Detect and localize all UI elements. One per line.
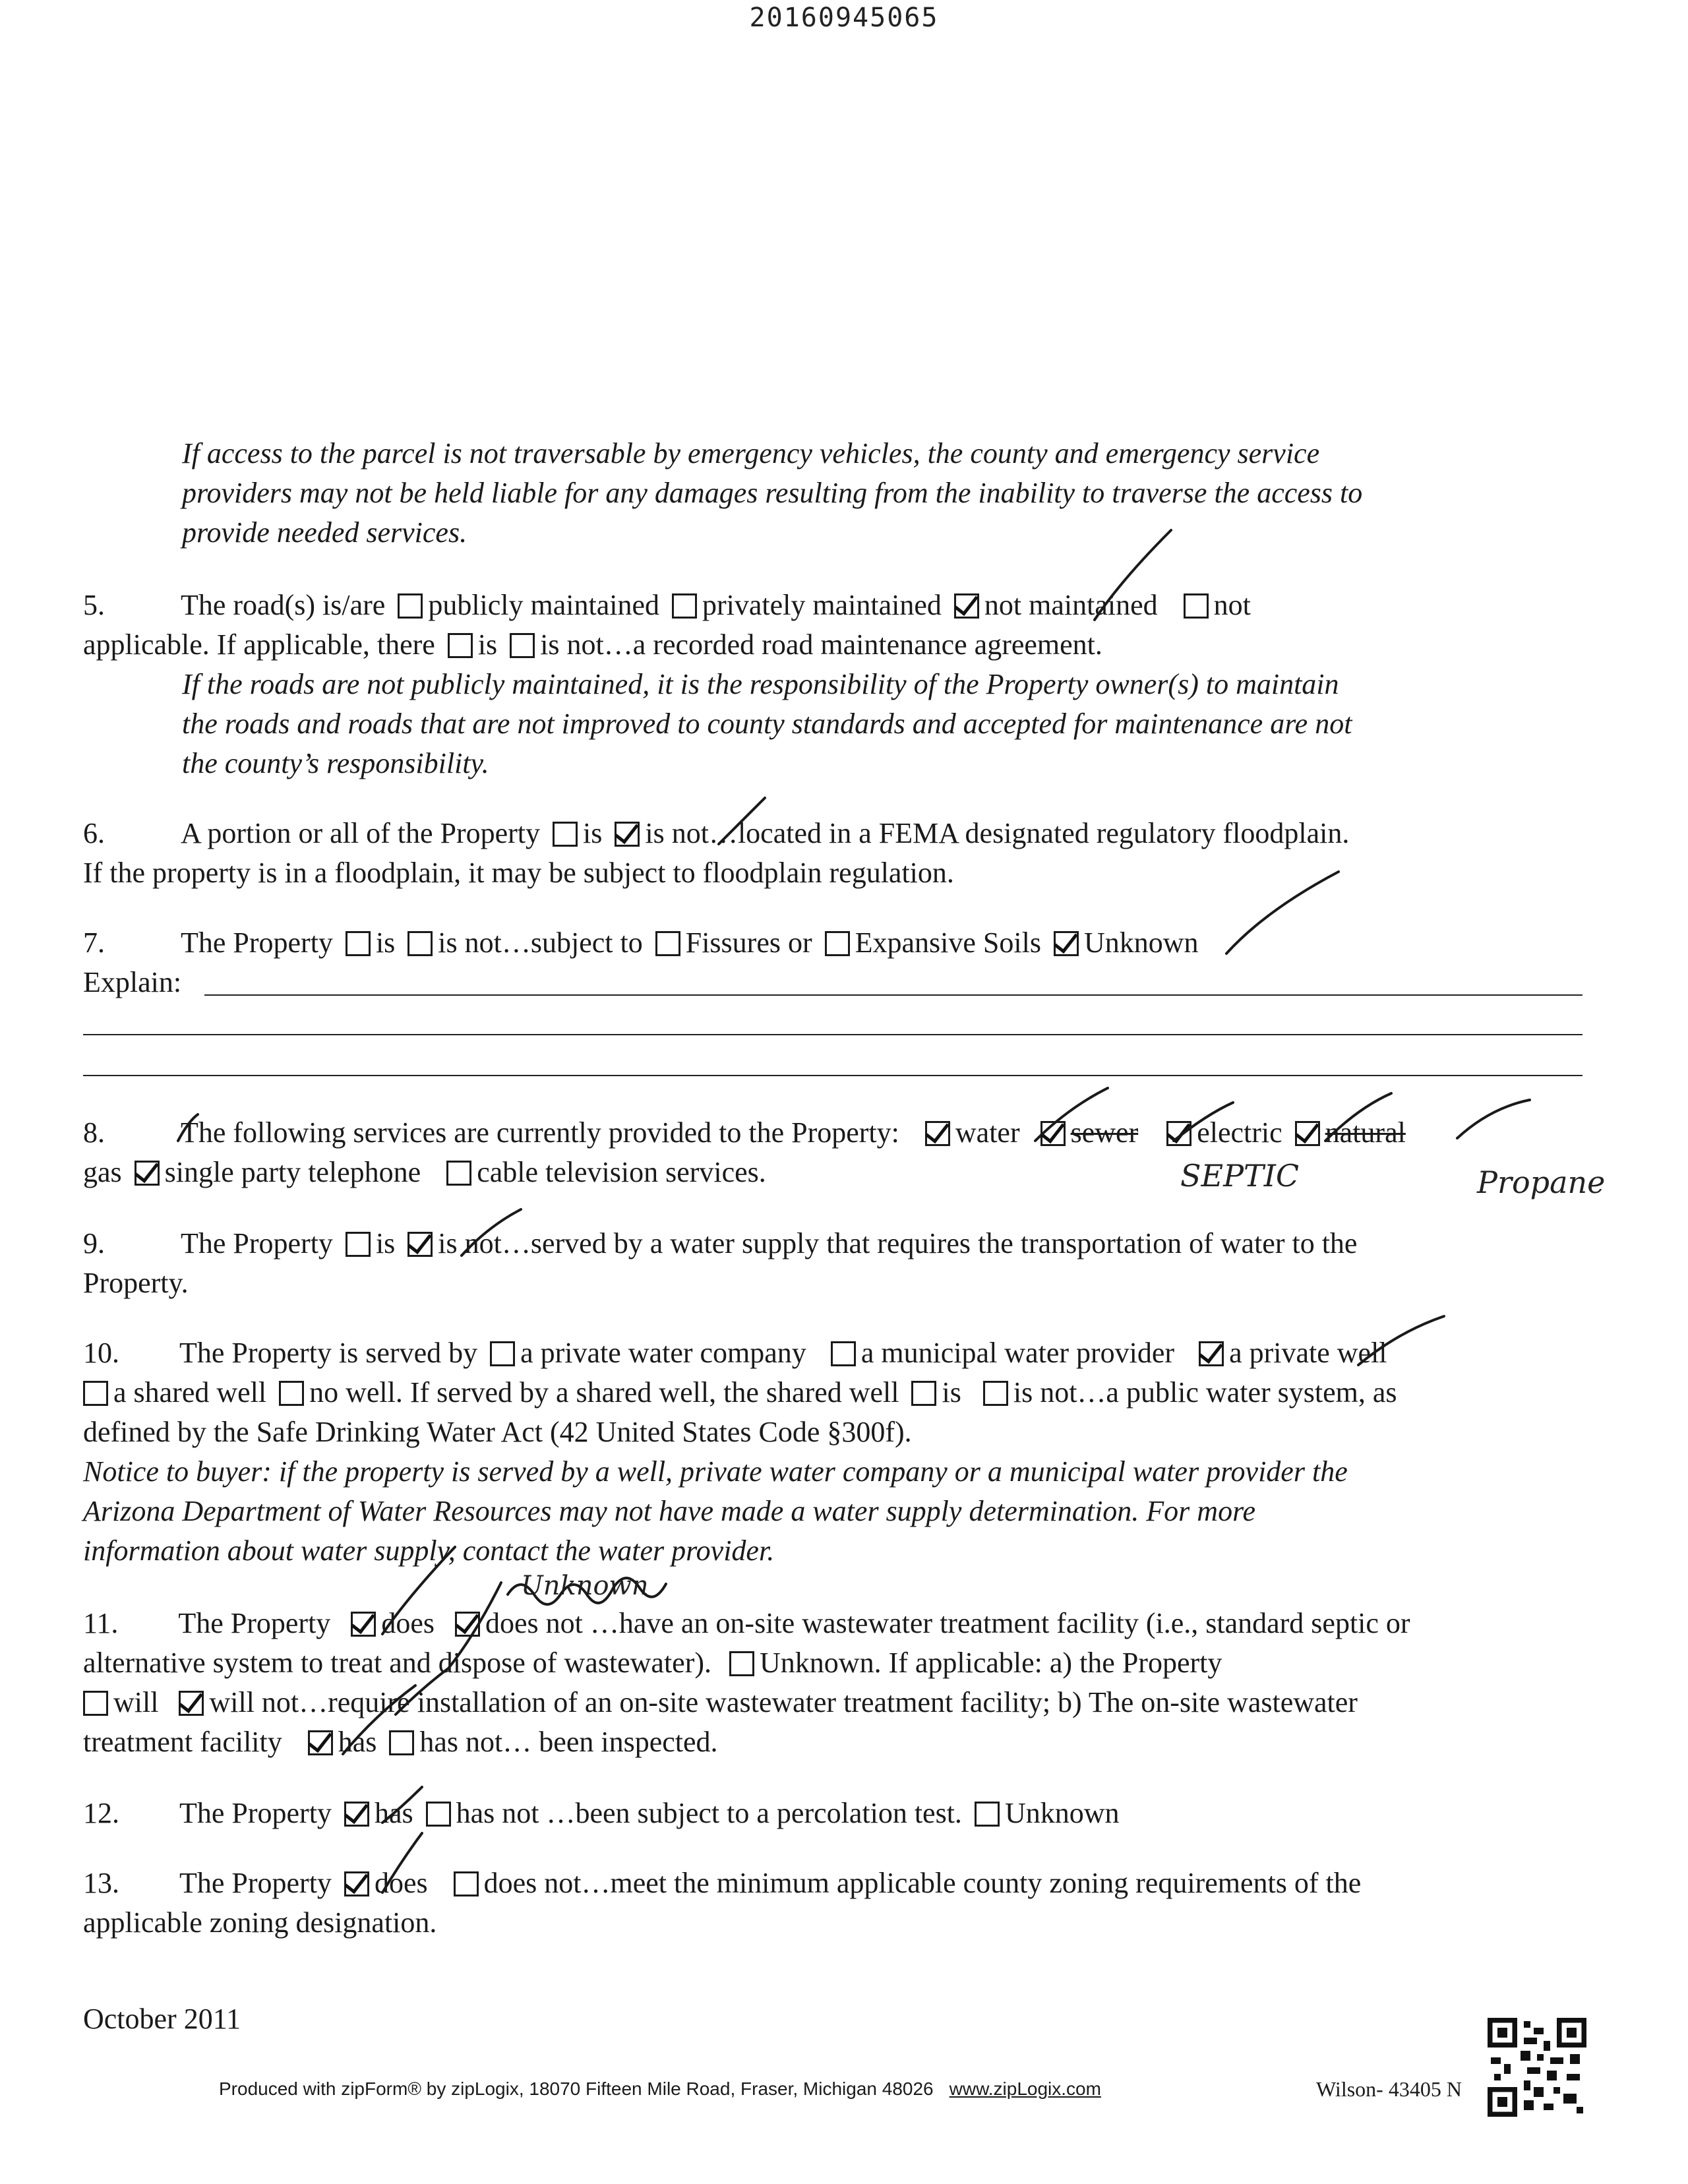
item-10-number: 10. (83, 1337, 119, 1369)
item-11-line-2-text: alternative system to treat and dispose of wastewater). (83, 1647, 712, 1679)
item-8-number: 8. (83, 1116, 105, 1149)
item-12-lead: The Property (179, 1797, 332, 1829)
label-private-well: a private well (1229, 1337, 1387, 1369)
label-municipal-water-provider: a municipal water provider (860, 1337, 1175, 1369)
item-5-lead: The road(s) is/are (181, 589, 386, 621)
footer-file-name: Wilson- 43405 N (1316, 2077, 1462, 2101)
label-inspected-has-not: has not… been inspected. (419, 1726, 718, 1758)
label-water-transport-is: is (375, 1227, 396, 1259)
check-stroke-description-8 (178, 1114, 198, 1141)
check-stroke-soils-unknown (1226, 872, 1339, 954)
item-10-lead: The Property is served by (179, 1337, 478, 1369)
label-electric: electric (1197, 1116, 1282, 1149)
label-floodplain-is: is (583, 817, 603, 849)
label-no-well: no well. If served by a shared well, the shared well (309, 1376, 899, 1409)
item-10-line-3: defined by the Safe Drinking Water Act (42 United States Code §300f). (83, 1416, 912, 1448)
label-road-agreement-is: is (477, 628, 498, 661)
roads-notice-line-1: If the roads are not publicly maintained, it is the responsibility of the Property owner(s) to maintain (182, 668, 1339, 700)
label-fissures: Fissures or (685, 926, 812, 959)
roads-notice-line-2: the roads and roads that are not improved to county standards and accepted for maintenance are not (182, 708, 1352, 740)
check-stroke-willnot (396, 1583, 501, 1714)
check-stroke-percolation (382, 1787, 422, 1823)
form-date: October 2011 (83, 2003, 241, 2035)
label-gas: gas (83, 1156, 122, 1188)
item-5-number: 5. (83, 589, 105, 621)
item-13-line-2: applicable zoning designation. (83, 1906, 437, 1939)
label-privately-maintained: privately maintained (702, 589, 942, 621)
label-publicly-maintained: publicly maintained (428, 589, 660, 621)
label-percolation-unknown: Unknown (1004, 1797, 1120, 1829)
label-sewer: sewer (1070, 1116, 1139, 1149)
scribble-unknown (508, 1578, 666, 1604)
item-13-lead: The Property (179, 1867, 332, 1899)
label-percolation-has-not: has not …been subject to a percolation test. (456, 1797, 962, 1829)
handwritten-unknown: Unknown (521, 1571, 649, 1601)
access-notice-line-2: providers may not be held liable for any damages resulting from the inability to traverse the access to (182, 477, 1363, 509)
check-stroke-not-maintained (1095, 530, 1171, 620)
check-stroke-wastewater-does (382, 1547, 455, 1634)
access-notice-line-1: If access to the parcel is not traversable by emergency vehicles, the county and emergency service (182, 437, 1320, 470)
item-12-number: 12. (83, 1797, 119, 1829)
label-single-party-telephone: single party telephone (164, 1156, 421, 1188)
item-9-number: 9. (83, 1227, 105, 1259)
label-inspected-has: has (338, 1726, 377, 1758)
label-wastewater-unknown: Unknown. If applicable: a) the Property (760, 1647, 1222, 1679)
check-stroke-zoning (382, 1833, 422, 1893)
label-zoning-does-not: does not…meet the minimum applicable county zoning requirements of the (483, 1867, 1362, 1899)
label-soils-is-not: is not…subject to (438, 926, 643, 959)
check-stroke-floodplain (719, 798, 765, 844)
roads-notice-line-3: the county’s responsibility. (182, 747, 489, 779)
water-notice-line-3: information about water supply, contact the water provider. (83, 1534, 775, 1567)
label-private-water-company: a private water company (520, 1337, 806, 1369)
item-7-lead: The Property (181, 926, 333, 959)
label-water-transport-is-not: is not…served by a water supply that requires the transportation of water to the (438, 1227, 1358, 1259)
item-6-line-2: If the property is in a floodplain, it may be subject to floodplain regulation. (83, 857, 954, 889)
item-11-number: 11. (83, 1607, 119, 1639)
water-notice-line-2: Arizona Department of Water Resources may not have made a water supply determination. For more (83, 1495, 1256, 1527)
check-stroke-sewer (1174, 1103, 1233, 1141)
item-9-lead: The Property (181, 1227, 333, 1259)
handwritten-septic: SEPTIC (1180, 1158, 1300, 1194)
item-6-number: 6. (83, 817, 105, 849)
label-not-maintained: not maintained (984, 589, 1158, 621)
label-zoning-does: does (374, 1867, 428, 1899)
item-7-number: 7. (83, 926, 105, 959)
footer-produced-text: Produced with zipForm® by zipLogix, 18070 Fifteen Mile Road, Fraser, Michigan 48026 (219, 2078, 934, 2099)
footer-ziplogix-link[interactable]: www.zipLogix.com (949, 2078, 1101, 2099)
item-11-line-4-text: treatment facility (83, 1726, 282, 1758)
explain-label: Explain: (83, 966, 182, 998)
label-install-will: will (113, 1686, 159, 1718)
check-stroke-private-well (1358, 1316, 1444, 1365)
item-5-line-2-text: applicable. If applicable, there (83, 628, 435, 661)
label-percolation-has: has (374, 1797, 413, 1829)
label-cable-television: cable television services. (477, 1156, 766, 1188)
item-6-lead: A portion or all of the Property (181, 817, 541, 849)
access-notice-line-3: provide needed services. (182, 516, 467, 549)
label-not-applicable: not (1213, 589, 1251, 621)
item-9-line-2: Property. (83, 1267, 189, 1299)
item-13-number: 13. (83, 1867, 119, 1899)
label-soils-is: is (375, 926, 396, 959)
item-8-lead: The following services are currently provided to the Property: (181, 1116, 899, 1149)
label-water: water (955, 1116, 1020, 1149)
check-stroke-water (1035, 1088, 1108, 1141)
check-stroke-water-transport (462, 1209, 521, 1256)
check-stroke-inspected (343, 1685, 415, 1754)
label-natural: natural (1325, 1116, 1406, 1149)
label-public-system-is-not: is not…a public water system, as (1013, 1376, 1397, 1409)
label-public-system-is: is (942, 1376, 961, 1409)
water-notice-line-1: Notice to buyer: if the property is served by a well, private water company or a municipal water provider the (83, 1455, 1348, 1488)
label-wastewater-does: does (381, 1607, 435, 1639)
label-wastewater-does-not: does not …have an on-site wastewater treatment facility (i.e., standard septic or (485, 1607, 1410, 1639)
label-floodplain-is-not: is not…located in a FEMA designated regulatory floodplain. (645, 817, 1350, 849)
label-soils-unknown: Unknown (1083, 926, 1199, 959)
label-shared-well: a shared well (113, 1376, 267, 1409)
label-install-will-not: will not…require installation of an on-site wastewater treatment facility; b) The on-site wastewater (209, 1686, 1358, 1718)
check-stroke-electric (1325, 1093, 1391, 1141)
document-number: 20160945065 (749, 3, 939, 33)
item-11-lead: The Property (178, 1607, 331, 1639)
label-expansive-soils: Expansive Soils (855, 926, 1041, 959)
check-stroke-natural (1457, 1100, 1530, 1138)
label-road-agreement-is-not: is not…a recorded road maintenance agreement. (540, 628, 1102, 661)
handwritten-propane: Propane (1477, 1165, 1606, 1200)
